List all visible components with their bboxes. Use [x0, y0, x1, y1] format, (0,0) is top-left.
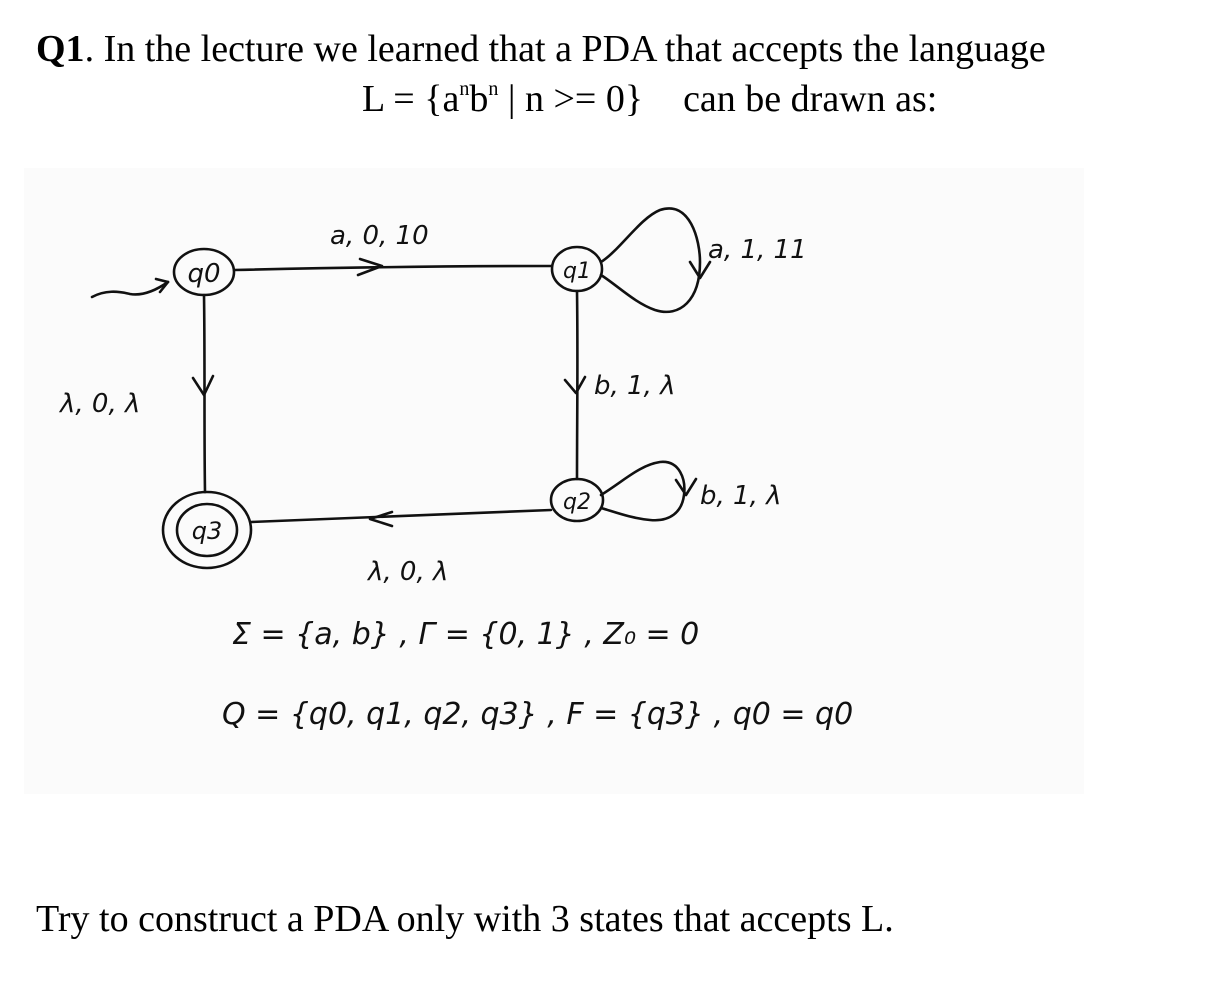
label-q1-q2: b, 1, λ [594, 371, 676, 401]
state-q0-label: q0 [187, 259, 221, 289]
lang-mid: b [469, 78, 489, 120]
label-q2-loop: b, 1, λ [700, 481, 782, 511]
definition-alphabets: Σ = {a, b} , Γ = {0, 1} , Z₀ = 0 [232, 617, 700, 652]
edge-q2-q3-arrowhead [370, 512, 392, 526]
lang-suffix: | n >= 0} [498, 78, 644, 120]
label-q0-q3: λ, 0, λ [60, 389, 141, 419]
edge-q2-q3 [251, 510, 551, 522]
lang-exponent-a: n [459, 78, 470, 100]
state-q2-label: q2 [563, 490, 591, 515]
edge-q0-q1 [234, 266, 552, 270]
edge-q1-q2-arrowhead [565, 377, 585, 393]
lang-exponent-b: n [488, 78, 499, 100]
state-q3-label: q3 [191, 517, 223, 545]
lang-tail: can be drawn as: [683, 78, 938, 120]
question-intro: . In the lecture we learned that a PDA that accepts the language [84, 28, 1046, 70]
state-q1-label: q1 [563, 259, 591, 284]
label-q2-q3: λ, 0, λ [368, 557, 449, 587]
question-number: Q1 [36, 28, 85, 70]
loop-q2-arrowhead [676, 479, 696, 495]
loop-q2 [601, 462, 684, 520]
task-instruction: Try to construct a PDA only with 3 states that accepts L. [36, 898, 894, 940]
start-arrow [92, 282, 168, 297]
lang-prefix: L = {a [362, 78, 460, 120]
label-q0-q1: a, 0, 10 [330, 221, 429, 251]
label-q1-loop: a, 1, 11 [708, 235, 807, 265]
loop-q1 [601, 208, 700, 311]
edge-q0-q3-arrowhead [193, 376, 213, 395]
definition-states: Q = {q0, q1, q2, q3} , F = {q3} , q0 = q0 [222, 697, 854, 732]
